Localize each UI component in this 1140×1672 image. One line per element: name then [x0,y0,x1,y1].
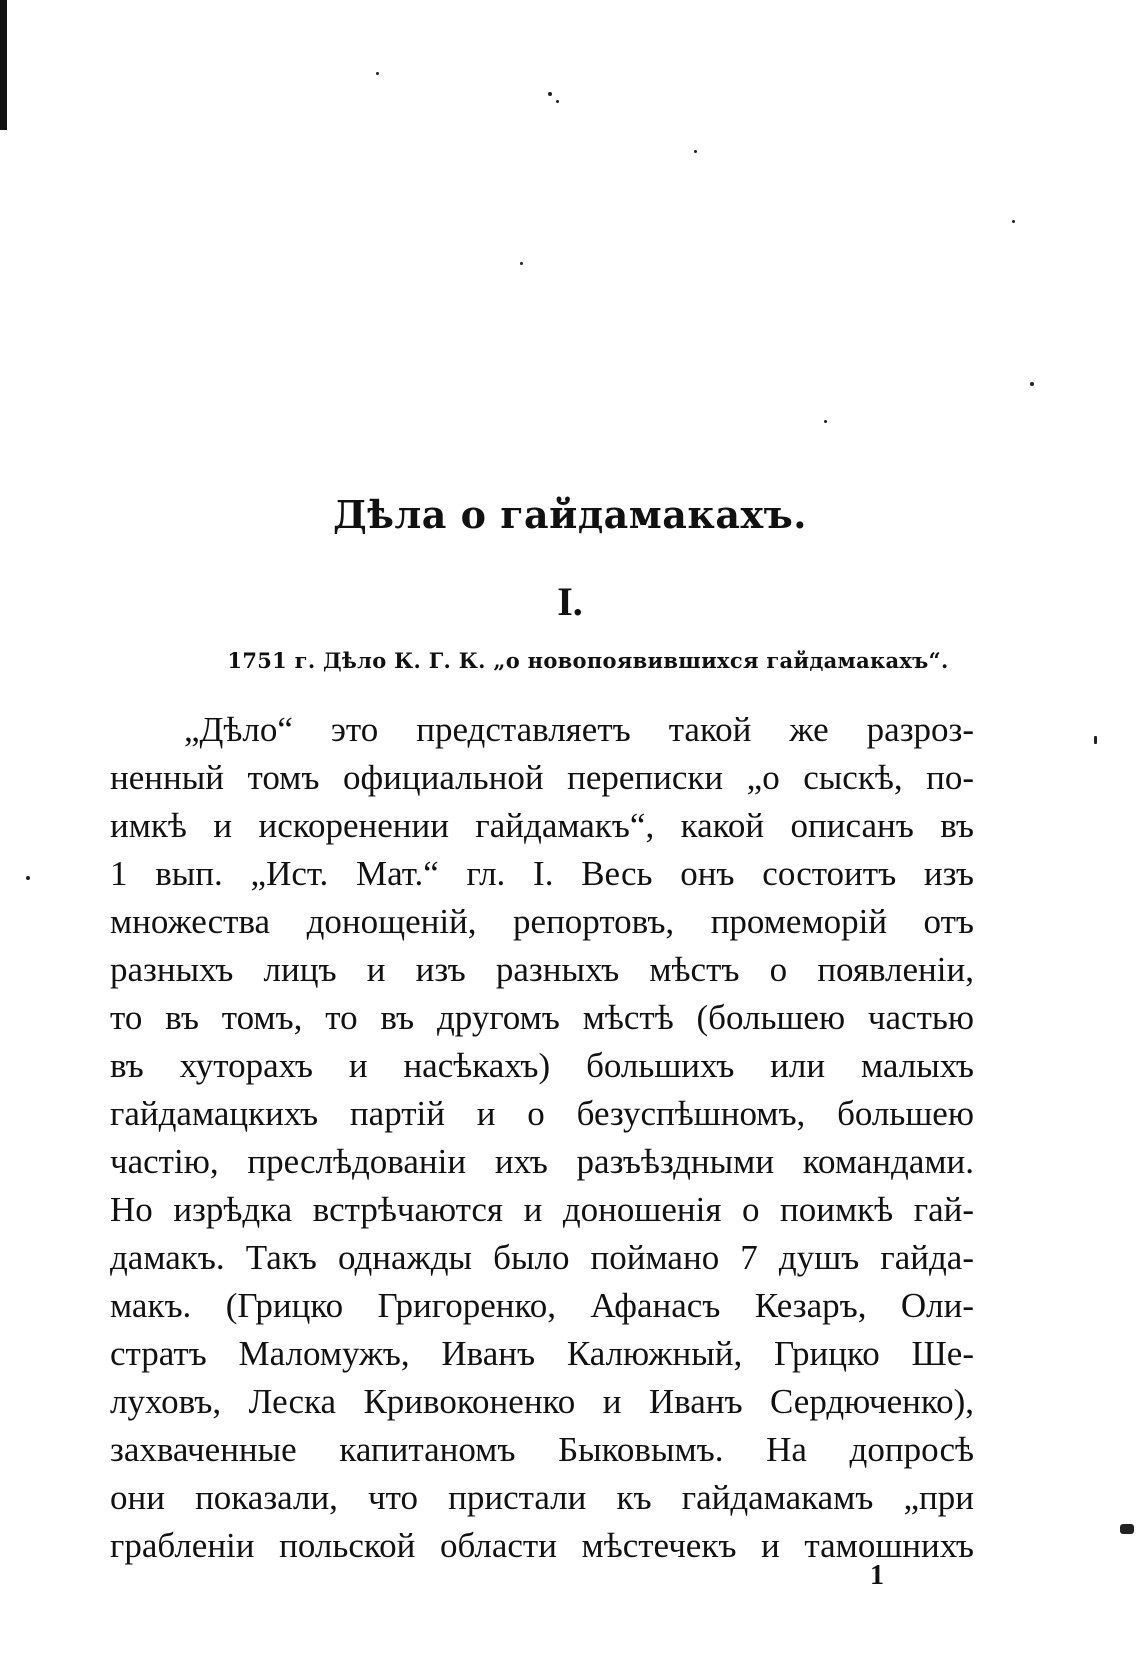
text-line: частію, преслѣдованіи ихъ разъѣздными командами. [110,1142,974,1181]
print-speck [1120,1524,1134,1534]
text-line: дамакъ. Такъ однажды было поймано 7 душъ гайда- [110,1238,974,1277]
text-line: гайдамацкихъ партій и о безуспѣшномъ, большею [110,1094,974,1133]
text-line: 1 вып. „Ист. Мат.“ гл. I. Весь онъ состоитъ изъ [110,854,974,893]
section-subheading: 1751 г. Дѣло К. Г. К. „о новопоявившихся гайдамакахъ“. [227,648,949,673]
print-speck [1030,382,1034,386]
body-paragraph [110,706,974,1570]
text-line: имкѣ и искоренении гайдамакъ“, какой описанъ въ [110,806,974,845]
text-line: Но изрѣдка встрѣчаются и доношенія о поимкѣ гай- [110,1190,974,1229]
print-speck [1094,736,1097,744]
page-edge-shadow [0,0,7,130]
text-line: въ хуторахъ и насѣкахъ) большихъ или малыхъ [110,1046,974,1085]
text-line: грабленіи польской области мѣстечекъ и тамошнихъ [110,1526,974,1565]
text-line: захваченные капитаномъ Быковымъ. На допросѣ [110,1430,974,1469]
print-speck [376,72,379,75]
print-speck [548,92,552,96]
text-line: то въ томъ, то въ другомъ мѣстѣ (большею частью [110,998,974,1037]
text-line: ненный томъ официальной переписки „о сыскѣ, по- [110,758,974,797]
text-line: разныхъ лицъ и изъ разныхъ мѣстъ о появленіи, [110,950,974,989]
print-speck [694,150,697,153]
page-number: 1 [870,1560,884,1591]
text-line: множества донощеній, репортовъ, промеморій отъ [110,902,974,941]
section-number: I. [557,579,583,624]
print-speck [26,876,30,880]
print-speck [1012,220,1015,223]
print-speck [556,100,559,103]
text-line: стратъ Маломужъ, Иванъ Калюжный, Грицко Ше- [110,1334,974,1373]
print-speck [520,262,523,265]
print-speck [824,420,827,423]
text-line: „Дѣло“ это представляетъ такой же разроз- [184,710,974,749]
text-line: они показали, что пристали къ гайдамакамъ „при [110,1478,974,1517]
text-line: макъ. (Грицко Григоренко, Афанасъ Кезаръ, Оли- [110,1286,974,1325]
document-heading: Дѣла о гайдамакахъ. [333,492,807,537]
text-line: луховъ, Леска Кривоконенко и Иванъ Сердюченко), [110,1382,974,1421]
